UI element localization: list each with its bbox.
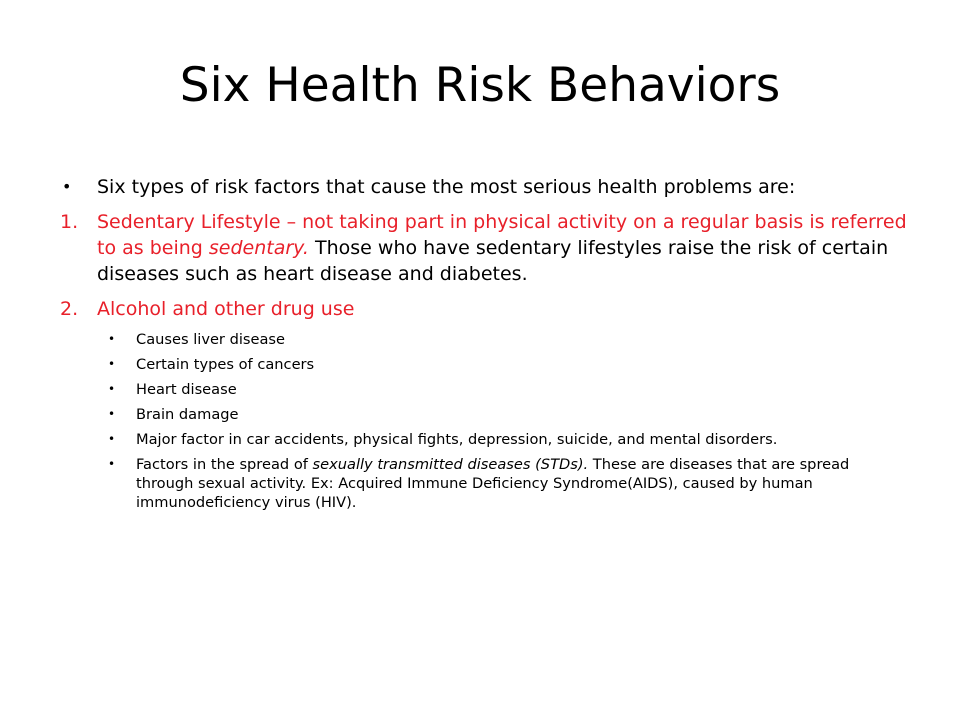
list-item	[108, 355, 910, 374]
list-item-sedentary	[60, 209, 910, 287]
effect-text: Major factor in car accidents, physical fights, depression, suicide, and mental disorders.	[136, 431, 778, 448]
std-prefix: Factors in the spread of	[136, 456, 313, 473]
alcohol-effects-list	[60, 330, 910, 512]
std-term: sexually transmitted diseases (STDs).	[312, 456, 589, 473]
item-number: 1.	[60, 211, 79, 233]
effect-text: Causes liver disease	[136, 331, 285, 348]
slide-body	[60, 174, 910, 518]
bullet-marker: •	[108, 407, 116, 421]
list-item	[108, 455, 910, 512]
bullet-marker: •	[108, 382, 116, 396]
list-item	[108, 330, 910, 349]
list-item-alcohol	[60, 296, 910, 322]
std-description: These are diseases that are spread through sexual activity. Ex: Acquired Immune Deficiency Syndrome(AIDS), caused by human immunodeficiency virus (HIV).	[136, 456, 850, 511]
effect-text: Heart disease	[136, 381, 237, 398]
sedentary-risk-text: Those who have sedentary lifestyles raise the risk of certain diseases such as heart disease and diabetes.	[97, 237, 889, 285]
slide-title: Six Health Risk Behaviors	[179, 58, 781, 113]
list-item	[108, 380, 910, 399]
item-number: 2.	[60, 298, 79, 320]
effect-text: Certain types of cancers	[136, 356, 315, 373]
bullet-marker: •	[108, 357, 116, 371]
list-item	[108, 430, 910, 449]
intro-bullet	[60, 174, 910, 200]
bullet-marker: •	[108, 332, 116, 346]
effect-text: Brain damage	[136, 406, 239, 423]
list-item	[108, 405, 910, 424]
alcohol-label: Alcohol and other drug use	[97, 298, 355, 320]
bullet-marker: •	[108, 457, 116, 471]
sedentary-term: sedentary.	[208, 237, 309, 259]
intro-text: Six types of risk factors that cause the most serious health problems are:	[97, 176, 796, 198]
bullet-marker: •	[108, 432, 116, 446]
bullet-marker: •	[62, 177, 72, 196]
sedentary-definition: Sedentary Lifestyle – not taking part in physical activity on a regular basis is referred to as being	[97, 211, 907, 259]
